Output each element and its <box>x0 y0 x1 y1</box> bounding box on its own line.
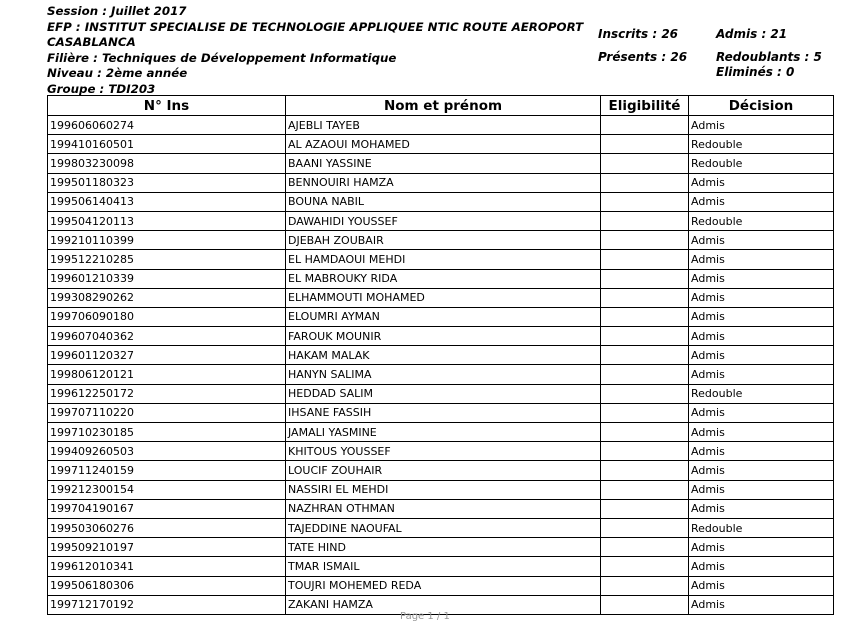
cell-name: AJEBLI TAYEB <box>286 116 601 135</box>
cell-name: JAMALI YASMINE <box>286 423 601 442</box>
cell-name: IHSANE FASSIH <box>286 403 601 422</box>
results-table <box>47 95 834 615</box>
cell-eligibility <box>601 346 689 365</box>
table-row <box>48 192 834 211</box>
table-header-row <box>48 96 834 116</box>
cell-eligibility <box>601 173 689 192</box>
cell-decision: Admis <box>689 365 834 384</box>
cell-name: ELOUMRI AYMAN <box>286 307 601 326</box>
cell-decision: Admis <box>689 116 834 135</box>
cell-decision: Admis <box>689 269 834 288</box>
cell-num: 199503060276 <box>48 518 286 537</box>
cell-name: DAWAHIDI YOUSSEF <box>286 211 601 230</box>
table-row <box>48 576 834 595</box>
table-row <box>48 116 834 135</box>
cell-eligibility <box>601 461 689 480</box>
cell-decision: Admis <box>689 288 834 307</box>
cell-name: TOUJRI MOHEMED REDA <box>286 576 601 595</box>
cell-decision: Redouble <box>689 211 834 230</box>
cell-eligibility <box>601 384 689 403</box>
cell-eligibility <box>601 307 689 326</box>
table-row <box>48 365 834 384</box>
cell-eligibility <box>601 327 689 346</box>
cell-eligibility <box>601 538 689 557</box>
table-row <box>48 327 834 346</box>
cell-name: EL HAMDAOUI MEHDI <box>286 250 601 269</box>
cell-num: 199612010341 <box>48 557 286 576</box>
cell-eligibility <box>601 557 689 576</box>
cell-decision: Admis <box>689 576 834 595</box>
cell-name: ZAKANI HAMZA <box>286 595 601 614</box>
cell-name: DJEBAH ZOUBAIR <box>286 231 601 250</box>
groupe-line: Groupe : TDI203 <box>47 81 156 96</box>
cell-num: 199803230098 <box>48 154 286 173</box>
cell-num: 199410160501 <box>48 135 286 154</box>
cell-decision: Redouble <box>689 384 834 403</box>
table-row <box>48 250 834 269</box>
table-row <box>48 231 834 250</box>
stat-admis: Admis : 21 <box>716 27 788 41</box>
cell-name: TMAR ISMAIL <box>286 557 601 576</box>
cell-decision: Admis <box>689 192 834 211</box>
cell-name: HEDDAD SALIM <box>286 384 601 403</box>
cell-num: 199509210197 <box>48 538 286 557</box>
efp-line: EFP : INSTITUT SPECIALISE DE TECHNOLOGIE APPLIQUEE NTIC ROUTE AEROPORT <box>47 19 584 34</box>
cell-eligibility <box>601 480 689 499</box>
cell-num: 199501180323 <box>48 173 286 192</box>
cell-eligibility <box>601 116 689 135</box>
cell-num: 199706090180 <box>48 307 286 326</box>
cell-num: 199711240159 <box>48 461 286 480</box>
cell-num: 199308290262 <box>48 288 286 307</box>
cell-num: 199512210285 <box>48 250 286 269</box>
cell-num: 199704190167 <box>48 499 286 518</box>
col-header-name: Nom et prénom <box>286 96 601 116</box>
cell-eligibility <box>601 595 689 614</box>
cell-decision: Admis <box>689 442 834 461</box>
cell-num: 199601210339 <box>48 269 286 288</box>
cell-name: FAROUK MOUNIR <box>286 327 601 346</box>
cell-decision: Admis <box>689 423 834 442</box>
cell-name: LOUCIF ZOUHAIR <box>286 461 601 480</box>
cell-eligibility <box>601 135 689 154</box>
col-header-num: N° Ins <box>48 96 286 116</box>
cell-name: ELHAMMOUTI MOHAMED <box>286 288 601 307</box>
table-row <box>48 384 834 403</box>
cell-name: TAJEDDINE NAOUFAL <box>286 518 601 537</box>
cell-name: EL MABROUKY RIDA <box>286 269 601 288</box>
cell-eligibility <box>601 250 689 269</box>
cell-eligibility <box>601 518 689 537</box>
table-row <box>48 442 834 461</box>
cell-name: HAKAM MALAK <box>286 346 601 365</box>
cell-eligibility <box>601 576 689 595</box>
table-row <box>48 461 834 480</box>
cell-num: 199506180306 <box>48 576 286 595</box>
cell-name: HANYN SALIMA <box>286 365 601 384</box>
stat-redoublants: Redoublants : 5 <box>716 50 822 64</box>
stat-presents: Présents : 26 <box>598 50 688 64</box>
cell-num: 199607040362 <box>48 327 286 346</box>
cell-num: 199506140413 <box>48 192 286 211</box>
cell-name: KHITOUS YOUSSEF <box>286 442 601 461</box>
niveau-line: Niveau : 2ème année <box>47 66 188 81</box>
cell-decision: Admis <box>689 346 834 365</box>
cell-decision: Redouble <box>689 135 834 154</box>
cell-eligibility <box>601 423 689 442</box>
table-row <box>48 307 834 326</box>
col-header-decision: Décision <box>689 96 834 116</box>
table-row <box>48 346 834 365</box>
cell-eligibility <box>601 499 689 518</box>
filiere-line: Filière : Techniques de Développement Informatique <box>47 50 397 65</box>
cell-num: 199806120121 <box>48 365 286 384</box>
cell-decision: Admis <box>689 403 834 422</box>
table-row <box>48 480 834 499</box>
cell-decision: Redouble <box>689 518 834 537</box>
table-row <box>48 288 834 307</box>
cell-name: BOUNA NABIL <box>286 192 601 211</box>
table-row <box>48 518 834 537</box>
table-row <box>48 538 834 557</box>
cell-eligibility <box>601 288 689 307</box>
cell-eligibility <box>601 403 689 422</box>
cell-decision: Admis <box>689 231 834 250</box>
cell-decision: Admis <box>689 307 834 326</box>
cell-num: 199612250172 <box>48 384 286 403</box>
table-row <box>48 211 834 230</box>
table-row <box>48 269 834 288</box>
cell-num: 199712170192 <box>48 595 286 614</box>
cell-decision: Admis <box>689 595 834 614</box>
cell-decision: Admis <box>689 538 834 557</box>
table-row <box>48 403 834 422</box>
page-number-footer: Page 1 / 1 <box>400 611 450 622</box>
table-body <box>48 116 834 615</box>
stat-inscrits: Inscrits : 26 <box>598 27 679 41</box>
cell-name: NASSIRI EL MEHDI <box>286 480 601 499</box>
table-row <box>48 154 834 173</box>
cell-decision: Admis <box>689 480 834 499</box>
cell-name: AL AZAOUI MOHAMED <box>286 135 601 154</box>
session-line: Session : Juillet 2017 <box>47 4 187 18</box>
cell-decision: Admis <box>689 327 834 346</box>
cell-num: 199212300154 <box>48 480 286 499</box>
cell-eligibility <box>601 365 689 384</box>
cell-decision: Admis <box>689 250 834 269</box>
table-row <box>48 423 834 442</box>
table-row <box>48 557 834 576</box>
cell-eligibility <box>601 269 689 288</box>
cell-name: BAANI YASSINE <box>286 154 601 173</box>
document-header <box>47 4 583 98</box>
cell-num: 199409260503 <box>48 442 286 461</box>
cell-decision: Admis <box>689 461 834 480</box>
table-row <box>48 173 834 192</box>
cell-name: BENNOUIRI HAMZA <box>286 173 601 192</box>
cell-eligibility <box>601 211 689 230</box>
cell-num: 199710230185 <box>48 423 286 442</box>
table-row <box>48 135 834 154</box>
cell-name: TATE HIND <box>286 538 601 557</box>
cell-decision: Admis <box>689 173 834 192</box>
cell-decision: Admis <box>689 557 834 576</box>
table-row <box>48 499 834 518</box>
cell-num: 199606060274 <box>48 116 286 135</box>
cell-eligibility <box>601 154 689 173</box>
efp-city-line: CASABLANCA <box>47 35 136 50</box>
cell-num: 199210110399 <box>48 231 286 250</box>
cell-num: 199601120327 <box>48 346 286 365</box>
cell-decision: Redouble <box>689 154 834 173</box>
cell-num: 199504120113 <box>48 211 286 230</box>
cell-num: 199707110220 <box>48 403 286 422</box>
cell-eligibility <box>601 231 689 250</box>
stat-elimines: Eliminés : 0 <box>716 65 795 79</box>
col-header-eligibility: Eligibilité <box>601 96 689 116</box>
cell-name: NAZHRAN OTHMAN <box>286 499 601 518</box>
cell-eligibility <box>601 442 689 461</box>
cell-eligibility <box>601 192 689 211</box>
cell-decision: Admis <box>689 499 834 518</box>
